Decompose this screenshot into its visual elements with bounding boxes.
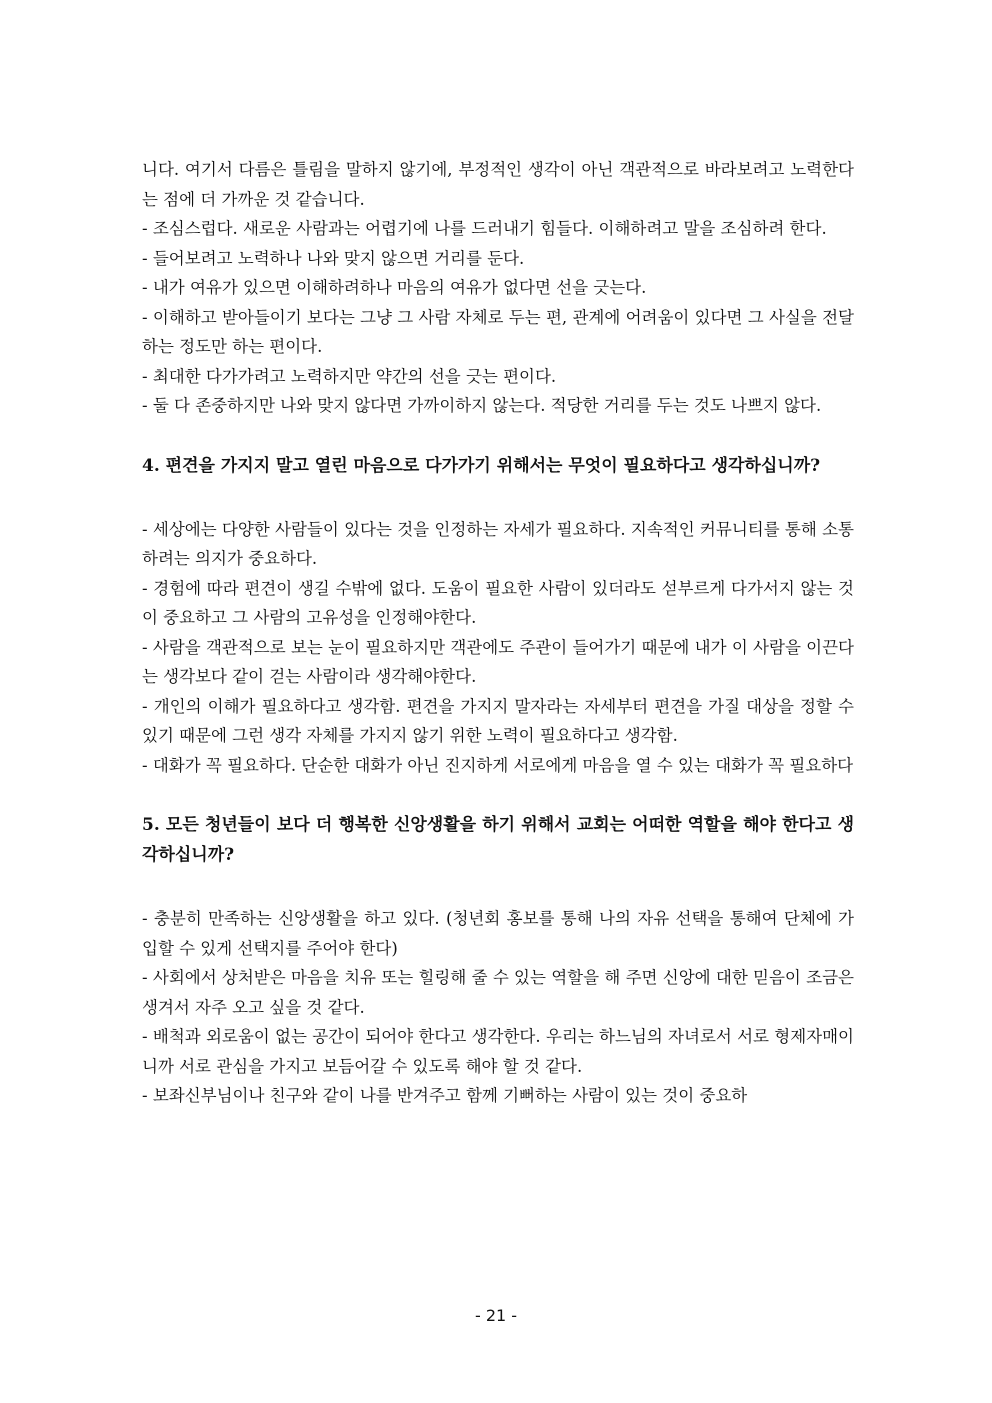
answer-paragraph: - 내가 여유가 있으면 이해하려하나 마음의 여유가 없다면 선을 긋는다. — [142, 278, 647, 297]
answer-paragraph: - 사람을 객관적으로 보는 눈이 필요하지만 객관에도 주관이 들어가기 때문에 내가 이 사람을 이끈다는 생각보다 같이 걷는 사람이라 생각해야한다. — [142, 637, 854, 686]
answer-paragraph: - 경험에 따라 편견이 생길 수밖에 없다. 도움이 필요한 사람이 있더라도 섣부르게 다가서지 않는 것이 중요하고 그 사람의 고유성을 인정해야한다. — [142, 578, 854, 627]
page-number: - 21 - — [474, 1306, 518, 1325]
answer-paragraph: - 세상에는 다양한 사람들이 있다는 것을 인정하는 자세가 필요하다. 지속적인 커뮤니티를 통해 소통하려는 의지가 중요하다. — [142, 519, 854, 568]
answer-paragraph: - 사회에서 상처받은 마음을 치유 또는 힐링해 줄 수 있는 역할을 해 주면 신앙에 대한 믿음이 조금은 생겨서 자주 오고 싶을 것 같다. — [142, 968, 854, 1017]
answer-paragraph: - 조심스럽다. 새로운 사람과는 어렵기에 나를 드러내기 힘들다. 이해하려고 말을 조심하려 한다. — [142, 219, 827, 238]
answer-paragraph: - 보좌신부님이나 친구와 같이 나를 반겨주고 함께 기뻐하는 사람이 있는 것이 중요하 — [142, 1086, 748, 1105]
section-5-answers — [142, 904, 854, 1111]
answer-paragraph: - 들어보려고 노력하나 나와 맞지 않으면 거리를 둔다. — [142, 248, 525, 268]
question-4-heading: 4. 편견을 가지지 말고 열린 마음으로 다가가기 위해서는 무엇이 필요하다고 생각하십니까? — [142, 455, 821, 476]
question-5-heading: 5. 모든 청년들이 보다 더 행복한 신앙생활을 하기 위해서 교회는 어떠한 역할을 해야 한다고 생각하십니까? — [142, 815, 854, 865]
answer-paragraph: - 이해하고 받아들이기 보다는 그냥 그 사람 자체로 두는 편, 관계에 어려움이 있다면 그 사실을 전달하는 정도만 하는 편이다. — [142, 307, 854, 356]
section-4-answers — [142, 515, 854, 781]
answer-paragraph: - 개인의 이해가 필요하다고 생각함. 편견을 가지지 말자라는 자세부터 편견을 가질 대상을 정할 수 있기 때문에 그런 생각 자체를 가지지 않기 위한 노력이 필요하다고 생각함. — [142, 696, 854, 745]
answer-paragraph: - 최대한 다가가려고 노력하지만 약간의 선을 긋는 편이다. — [142, 366, 557, 386]
page-content — [142, 155, 854, 1111]
answer-paragraph: 니다. 여기서 다름은 틀림을 말하지 않기에, 부정적인 생각이 아닌 객관적으로 바라보려고 노력한다는 점에 더 가까운 것 같습니다. — [142, 160, 854, 209]
answer-paragraph: - 둘 다 존중하지만 나와 맞지 않다면 가까이하지 않는다. 적당한 거리를 두는 것도 나쁘지 않다. — [142, 396, 822, 415]
answer-paragraph: - 충분히 만족하는 신앙생활을 하고 있다. (청년회 홍보를 통해 나의 자유 선택을 통해여 단체에 가입할 수 있게 선택지를 주어야 한다) — [142, 909, 854, 958]
answer-paragraph: - 대화가 꼭 필요하다. 단순한 대화가 아닌 진지하게 서로에게 마음을 열 수 있는 대화가 꼭 필요하다 — [142, 755, 854, 775]
answer-paragraph: - 배척과 외로움이 없는 공간이 되어야 한다고 생각한다. 우리는 하느님의 자녀로서 서로 형제자매이니까 서로 관심을 가지고 보듬어갈 수 있도록 해야 할 것 같다. — [142, 1027, 854, 1076]
section-3-answers — [142, 155, 854, 421]
